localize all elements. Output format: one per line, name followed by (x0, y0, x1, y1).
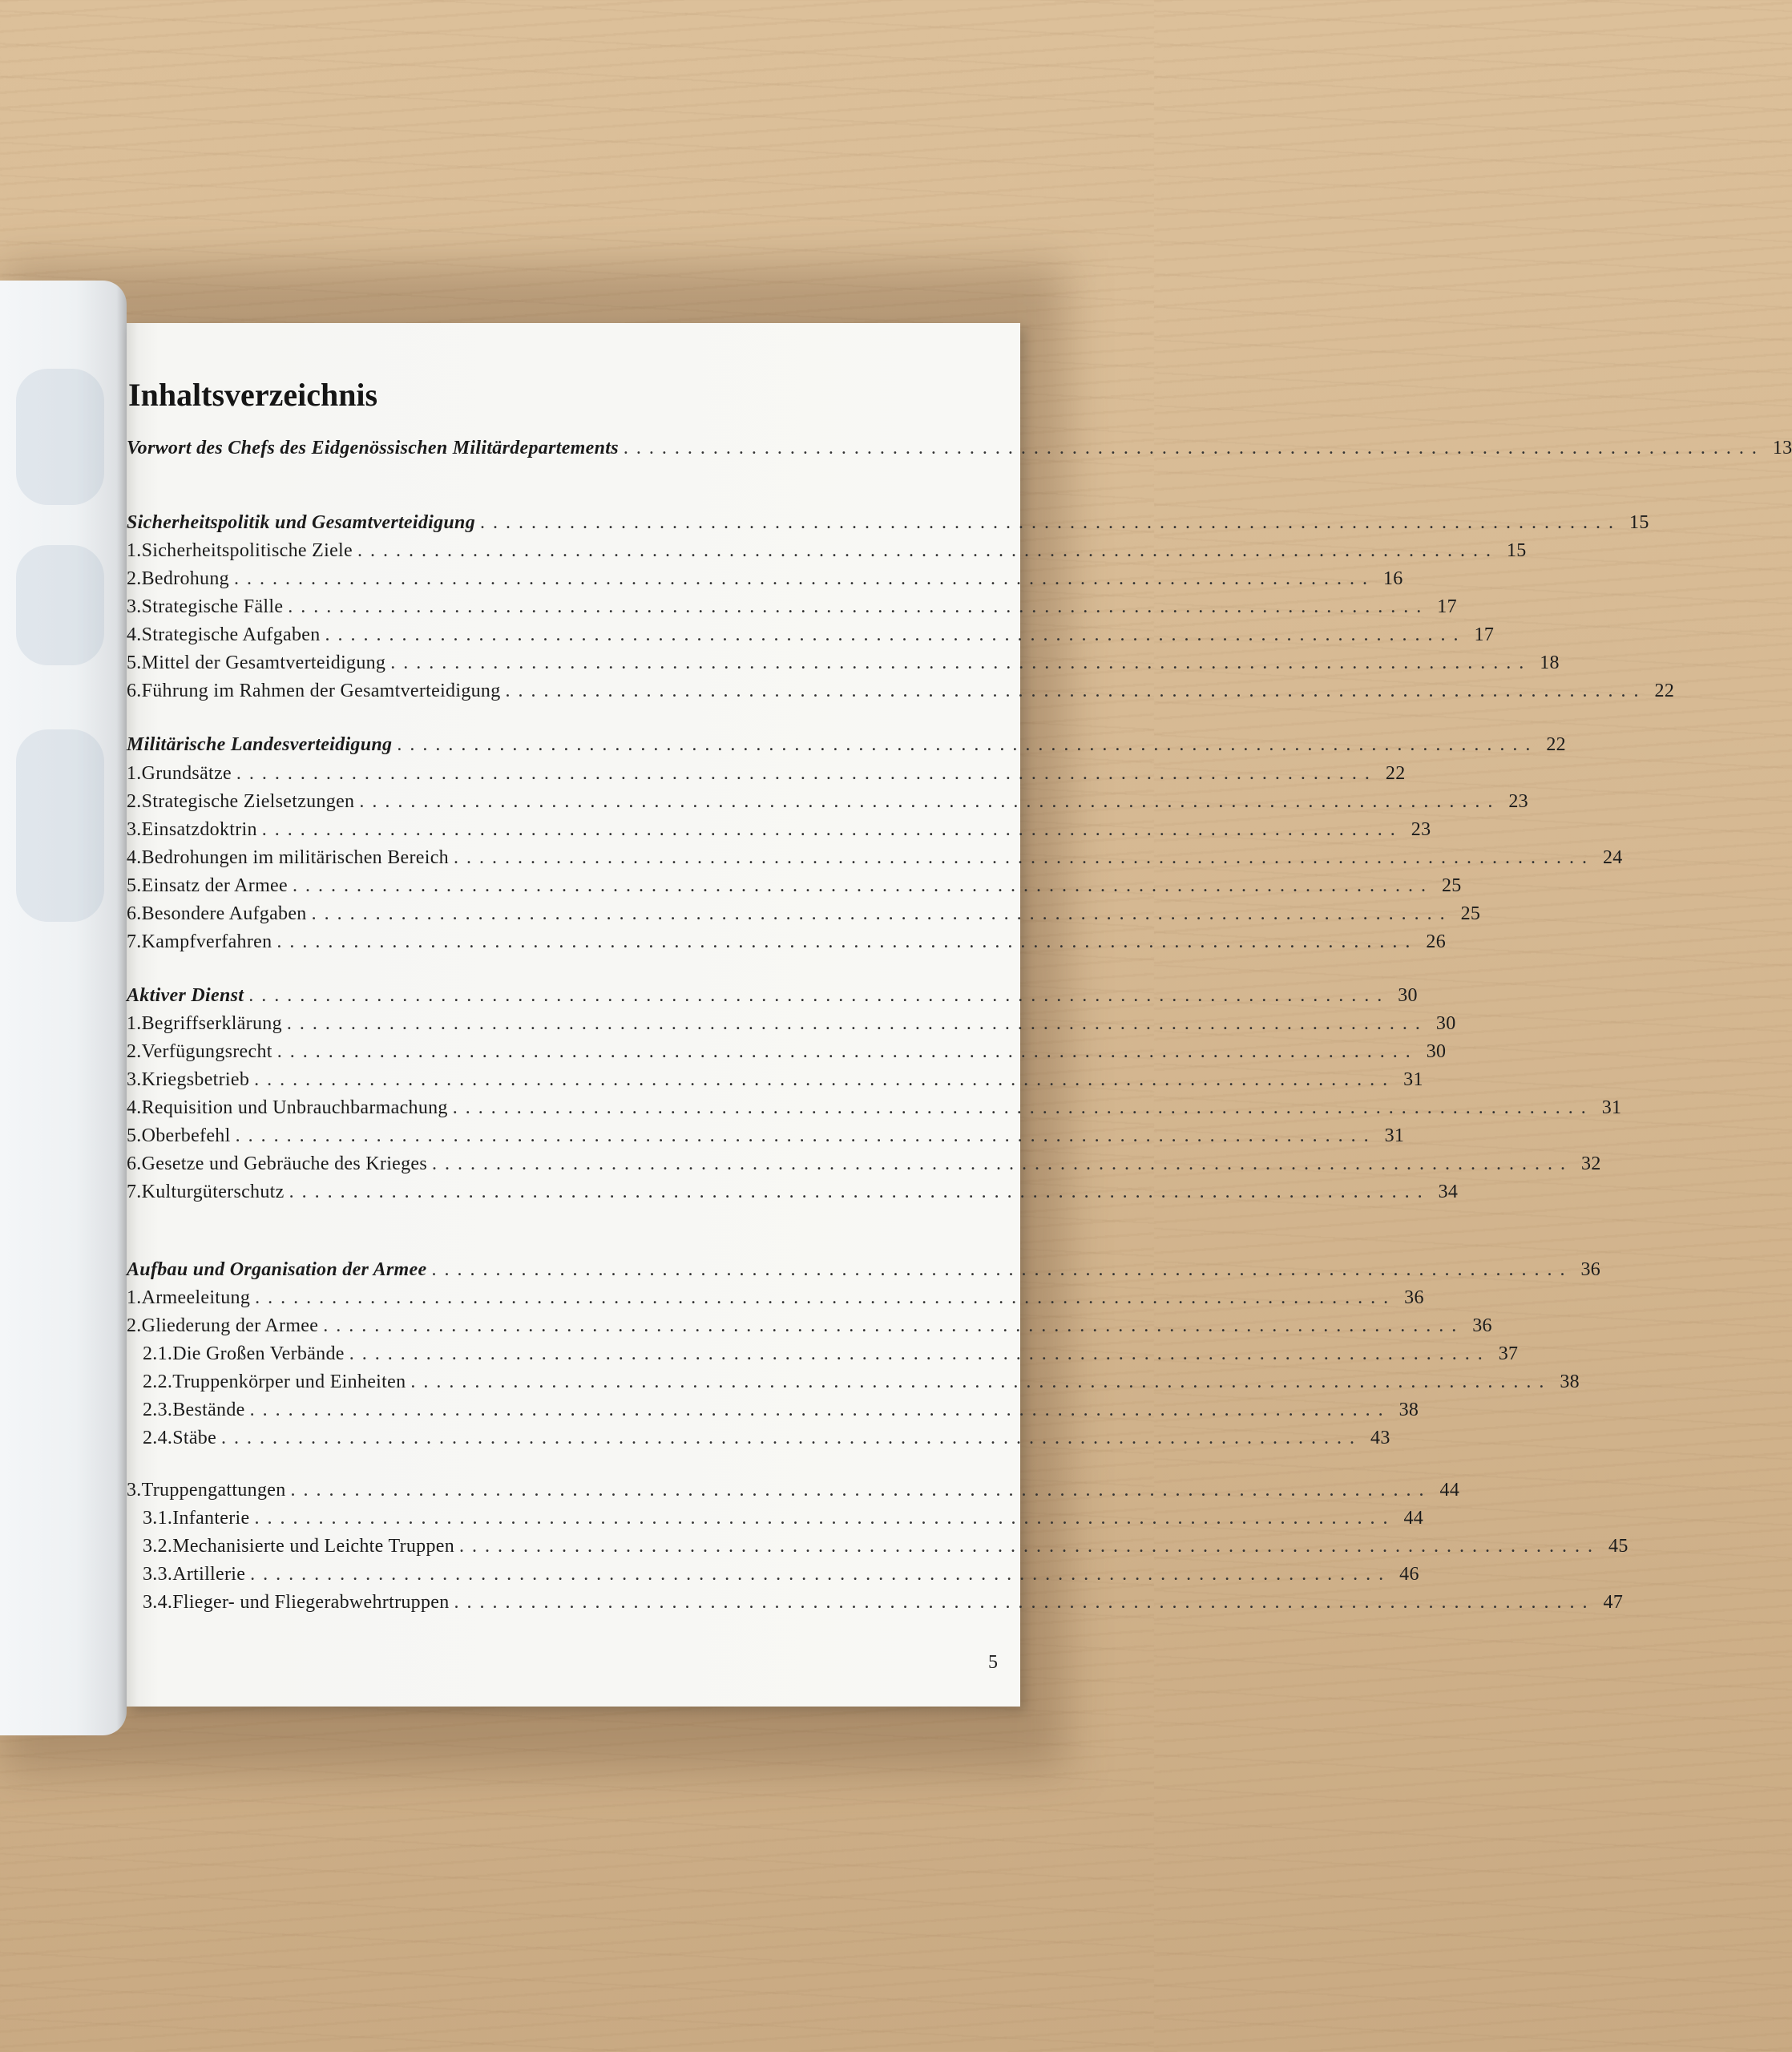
toc-entry-title: Sicherheitspolitik und Gesamtverteidigung (127, 512, 476, 533)
toc-entry-number: 2.1. (143, 1343, 173, 1364)
toc-entry (127, 1011, 1456, 1036)
toc-entry (143, 1561, 1419, 1587)
toc-entry-page: 38 (1398, 1400, 1419, 1420)
toc-entry-number: 3. (127, 819, 142, 840)
dot-leader: . . . . . . . . . . . . . . . . . . . . . . . . . . . . . . . . . . . . . . . . . . . . . . . . . . . . . . . . . . . . . . . . . . . . . . . . . . . . . . . . . . . . . . . . . (235, 1125, 1370, 1146)
toc-entry-title: Verfügungsrecht (141, 1041, 272, 1062)
dot-leader: . . . . . . . . . . . . . . . . . . . . . . . . . . . . . . . . . . . . . . . . . . . . . . . . . . . . . . . . . . . . . . . . . . . . . . . . . . . . . . . . . . . . . . . . . (221, 1428, 1357, 1448)
dot-leader: . . . . . . . . . . . . . . . . . . . . . . . . . . . . . . . . . . . . . . . . . . . . . . . . . . . . . . . . . . . . . . . . . . . . . . . . . . . . . . . . . . . . . . . . . (357, 540, 1492, 561)
toc-entry-page: 47 (1603, 1592, 1624, 1613)
toc-entry-page: 46 (1399, 1564, 1419, 1585)
toc-entry-page: 24 (1602, 847, 1623, 868)
dot-leader: . . . . . . . . . . . . . . . . . . . . . . . . . . . . . . . . . . . . . . . . . . . . . . . . . . . . . . . . . . . . . . . . . . . . . . . . . . . . . . . . . . . . . . . . . (459, 1536, 1595, 1557)
dot-leader: . . . . . . . . . . . . . . . . . . . . . . . . . . . . . . . . . . . . . . . . . . . . . . . . . . . . . . . . . . . . . . . . . . . . . . . . . . . . . . . . . . . . . . . . . (325, 624, 1460, 645)
toc-entry-number: 2. (127, 1315, 142, 1336)
toc-entry-page: 23 (1508, 791, 1528, 812)
toc-entry-number: 3. (127, 1069, 142, 1090)
toc-entry-page: 22 (1654, 681, 1675, 701)
toc-section-heading (127, 510, 1649, 535)
toc-entry-number: 2. (127, 791, 142, 812)
toc-entry-number: 2.3. (143, 1400, 173, 1420)
toc-entry-title: Strategische Zielsetzungen (141, 791, 355, 812)
toc-entry-title: Grundsätze (141, 763, 232, 784)
toc-entry (143, 1397, 1419, 1423)
toc-entry-page: 25 (1441, 875, 1462, 896)
toc-entry-number: 4. (127, 1097, 142, 1118)
toc-entry-title: Begriffserklärung (141, 1013, 282, 1034)
toc-entry-number: 2. (127, 568, 142, 589)
toc-entry-number: 4. (127, 624, 142, 645)
toc-entry (143, 1425, 1390, 1451)
toc-entry-number: 6. (127, 681, 142, 701)
toc-entry (127, 1285, 1424, 1311)
toc-entry-title: Artillerie (172, 1564, 246, 1585)
dot-leader: . . . . . . . . . . . . . . . . . . . . . . . . . . . . . . . . . . . . . . . . . . . . . . . . . . . . . . . . . . . . . . . . . . . . . . . . . . . . . . . . . . . . . . . . . (249, 1400, 1385, 1420)
toc-entry-title: Einsatz der Armee (141, 875, 288, 896)
toc-entry-title: Bedrohungen im militärischen Bereich (141, 847, 449, 868)
toc-entry-page: 30 (1398, 985, 1418, 1006)
toc-entry (143, 1505, 1424, 1531)
dot-leader: . . . . . . . . . . . . . . . . . . . . . . . . . . . . . . . . . . . . . . . . . . . . . . . . . . . . . . . . . . . . . . . . . . . . . . . . . . . . . . . . . . . . . . . . . (623, 438, 1758, 458)
dot-leader: . . . . . . . . . . . . . . . . . . . . . . . . . . . . . . . . . . . . . . . . . . . . . . . . . . . . . . . . . . . . . . . . . . . . . . . . . . . . . . . . . . . . . . . . . (410, 1371, 1546, 1392)
dot-leader: . . . . . . . . . . . . . . . . . . . . . . . . . . . . . . . . . . . . . . . . . . . . . . . . . . . . . . . . . . . . . . . . . . . . . . . . . . . . . . . . . . . . . . . . . (311, 903, 1447, 924)
toc-entry-number: 1. (127, 1287, 142, 1308)
toc-entry (143, 1369, 1580, 1395)
dot-leader: . . . . . . . . . . . . . . . . . . . . . . . . . . . . . . . . . . . . . . . . . . . . . . . . . . . . . . . . . . . . . . . . . . . . . . . . . . . . . . . . . . . . . . . . . (292, 875, 1427, 896)
toc-entry-title: Strategische Fälle (141, 596, 284, 617)
toc-entry (127, 1477, 1460, 1503)
toc-entry-number: 6. (127, 903, 142, 924)
dot-leader: . . . . . . . . . . . . . . . . . . . . . . . . . . . . . . . . . . . . . . . . . . . . . . . . . . . . . . . . . . . . . . . . . . . . . . . . . . . . . . . . . . . . . . . . . (290, 1480, 1426, 1501)
toc-entry-number: 5. (127, 875, 142, 896)
dot-leader: . . . . . . . . . . . . . . . . . . . . . . . . . . . . . . . . . . . . . . . . . . . . . . . . . . . . . . . . . . . . . . . . . . . . . . . . . . . . . . . . . . . . . . . . . (349, 1343, 1484, 1364)
toc-entry-page: 30 (1426, 1041, 1447, 1062)
toc-entry-page: 17 (1437, 596, 1457, 617)
toc-entry (127, 789, 1528, 814)
toc-entry-page: 13 (1772, 438, 1792, 458)
toc-entry-number: 3.3. (143, 1564, 173, 1585)
toc-entry-title: Kriegsbetrieb (141, 1069, 250, 1090)
toc-entry-title: Kampfverfahren (141, 931, 272, 952)
toc-entry-title: Strategische Aufgaben (141, 624, 321, 645)
toc-entry (143, 1589, 1624, 1615)
dot-leader: . . . . . . . . . . . . . . . . . . . . . . . . . . . . . . . . . . . . . . . . . . . . . . . . . . . . . . . . . . . . . . . . . . . . . . . . . . . . . . . . . . . . . . . . . (289, 1182, 1424, 1202)
toc-section-heading (127, 435, 1792, 461)
toc-entry-page: 31 (1384, 1125, 1405, 1146)
toc-entry-title: Flieger- und Fliegerabwehrtruppen (172, 1592, 450, 1613)
dot-leader: . . . . . . . . . . . . . . . . . . . . . . . . . . . . . . . . . . . . . . . . . . . . . . . . . . . . . . . . . . . . . . . . . . . . . . . . . . . . . . . . . . . . . . . . . (233, 568, 1369, 589)
toc-entry (127, 845, 1623, 870)
toc-entry (127, 817, 1431, 842)
toc-entry (127, 594, 1457, 620)
toc-entry-number: 7. (127, 1182, 142, 1202)
toc-entry-title: Infanterie (172, 1508, 250, 1529)
toc-entry-page: 31 (1601, 1097, 1622, 1118)
toc-entry-title: Einsatzdoktrin (141, 819, 257, 840)
toc-entry-title: Truppengattungen (141, 1480, 286, 1501)
toc-entry-page: 32 (1581, 1153, 1601, 1174)
toc-entry-page: 26 (1426, 931, 1446, 952)
toc-entry (143, 1533, 1629, 1559)
toc-entry-title: Aktiver Dienst (127, 985, 244, 1006)
toc-entry (127, 650, 1560, 676)
dot-leader: . . . . . . . . . . . . . . . . . . . . . . . . . . . . . . . . . . . . . . . . . . . . . . . . . . . . . . . . . . . . . . . . . . . . . . . . . . . . . . . . . . . . . . . . . (505, 681, 1641, 701)
bleed-through-shape (16, 369, 104, 505)
toc-entry-number: 5. (127, 1125, 142, 1146)
back-cover-page (0, 281, 127, 1735)
toc-entry-title: Bestände (172, 1400, 245, 1420)
toc-entry (127, 1151, 1601, 1177)
toc-entry-title: Oberbefehl (141, 1125, 231, 1146)
dot-leader: . . . . . . . . . . . . . . . . . . . . . . . . . . . . . . . . . . . . . . . . . . . . . . . . . . . . . . . . . . . . . . . . . . . . . . . . . . . . . . . . . . . . . . . . . (323, 1315, 1459, 1336)
dot-leader: . . . . . . . . . . . . . . . . . . . . . . . . . . . . . . . . . . . . . . . . . . . . . . . . . . . . . . . . . . . . . . . . . . . . . . . . . . . . . . . . . . . . . . . . . (390, 652, 1526, 673)
toc-entry-title: Die Großen Verbände (172, 1343, 345, 1364)
toc-entry-page: 22 (1546, 734, 1566, 755)
toc-entry-page: 36 (1580, 1259, 1601, 1280)
toc-entry-page: 37 (1498, 1343, 1519, 1364)
toc-entry (127, 566, 1403, 592)
toc-entry-page: 16 (1382, 568, 1403, 589)
toc-entry-title: Besondere Aufgaben (141, 903, 307, 924)
dot-leader: . . . . . . . . . . . . . . . . . . . . . . . . . . . . . . . . . . . . . . . . . . . . . . . . . . . . . . . . . . . . . . . . . . . . . . . . . . . . . . . . . . . . . . . . . (480, 512, 1616, 533)
toc-entry-title: Führung im Rahmen der Gesamtverteidigung (141, 681, 501, 701)
toc-entry-page: 18 (1540, 652, 1560, 673)
toc-entry-page: 31 (1403, 1069, 1423, 1090)
dot-leader: . . . . . . . . . . . . . . . . . . . . . . . . . . . . . . . . . . . . . . . . . . . . . . . . . . . . . . . . . . . . . . . . . . . . . . . . . . . . . . . . . . . . . . . . . (432, 1153, 1568, 1174)
dot-leader: . . . . . . . . . . . . . . . . . . . . . . . . . . . . . . . . . . . . . . . . . . . . . . . . . . . . . . . . . . . . . . . . . . . . . . . . . . . . . . . . . . . . . . . . . (254, 1508, 1390, 1529)
toc-entry-number: 3.2. (143, 1536, 173, 1557)
toc-entry-number: 3.4. (143, 1592, 173, 1613)
page-number: 5 (988, 1652, 998, 1673)
toc-entry (143, 1341, 1519, 1367)
dot-leader: . . . . . . . . . . . . . . . . . . . . . . . . . . . . . . . . . . . . . . . . . . . . . . . . . . . . . . . . . . . . . . . . . . . . . . . . . . . . . . . . . . . . . . . . . (255, 1287, 1390, 1308)
dot-leader: . . . . . . . . . . . . . . . . . . . . . . . . . . . . . . . . . . . . . . . . . . . . . . . . . . . . . . . . . . . . . . . . . . . . . . . . . . . . . . . . . . . . . . . . . (286, 1013, 1422, 1034)
toc-entry-page: 36 (1472, 1315, 1492, 1336)
toc-entry-page: 25 (1460, 903, 1481, 924)
toc-entry-title: Mechanisierte und Leichte Truppen (172, 1536, 455, 1557)
toc-entry-title: Bedrohung (141, 568, 229, 589)
toc-entry-page: 36 (1404, 1287, 1424, 1308)
dot-leader: . . . . . . . . . . . . . . . . . . . . . . . . . . . . . . . . . . . . . . . . . . . . . . . . . . . . . . . . . . . . . . . . . . . . . . . . . . . . . . . . . . . . . . . . . (261, 819, 1397, 840)
toc-entry-title: Sicherheitspolitische Ziele (141, 540, 353, 561)
dot-leader: . . . . . . . . . . . . . . . . . . . . . . . . . . . . . . . . . . . . . . . . . . . . . . . . . . . . . . . . . . . . . . . . . . . . . . . . . . . . . . . . . . . . . . . . . (397, 734, 1532, 755)
toc-entry-page: 45 (1608, 1536, 1629, 1557)
toc-entry (127, 1313, 1492, 1339)
toc-entry (127, 1179, 1459, 1205)
toc-entry-page: 44 (1403, 1508, 1424, 1529)
toc-entry-number: 2.4. (143, 1428, 173, 1448)
toc-entry-title: Gliederung der Armee (141, 1315, 319, 1336)
toc-entry-title: Armeeleitung (141, 1287, 251, 1308)
toc-entry (127, 1095, 1622, 1121)
dot-leader: . . . . . . . . . . . . . . . . . . . . . . . . . . . . . . . . . . . . . . . . . . . . . . . . . . . . . . . . . . . . . . . . . . . . . . . . . . . . . . . . . . . . . . . . . (276, 1041, 1412, 1062)
toc-entry-number: 1. (127, 540, 142, 561)
toc-entry-page: 22 (1385, 763, 1406, 784)
toc-entry-title: Aufbau und Organisation der Armee (127, 1259, 427, 1280)
toc-entry (127, 1067, 1423, 1093)
toc-entry-title: Gesetze und Gebräuche des Krieges (141, 1153, 428, 1174)
dot-leader: . . . . . . . . . . . . . . . . . . . . . . . . . . . . . . . . . . . . . . . . . . . . . . . . . . . . . . . . . . . . . . . . . . . . . . . . . . . . . . . . . . . . . . . . . (250, 1564, 1386, 1585)
toc-entry-number: 1. (127, 763, 142, 784)
toc-entry-title: Militärische Landesverteidigung (127, 734, 393, 755)
toc-entry (127, 1123, 1405, 1149)
page-title: Inhaltsverzeichnis (128, 377, 378, 413)
dot-leader: . . . . . . . . . . . . . . . . . . . . . . . . . . . . . . . . . . . . . . . . . . . . . . . . . . . . . . . . . . . . . . . . . . . . . . . . . . . . . . . . . . . . . . . . . (248, 985, 1384, 1006)
toc-entry (127, 929, 1446, 955)
toc-entry-title: Kulturgüterschutz (141, 1182, 285, 1202)
toc-entry (127, 761, 1406, 786)
toc-section-heading (127, 732, 1566, 757)
bleed-through-shape (16, 729, 104, 922)
book-page (127, 323, 1792, 1707)
toc-section-heading (127, 1257, 1601, 1282)
toc-entry (127, 901, 1481, 927)
toc-entry (127, 678, 1675, 704)
toc-entry-page: 15 (1629, 512, 1649, 533)
dot-leader: . . . . . . . . . . . . . . . . . . . . . . . . . . . . . . . . . . . . . . . . . . . . . . . . . . . . . . . . . . . . . . . . . . . . . . . . . . . . . . . . . . . . . . . . . (254, 1069, 1390, 1090)
toc-entry-title: Stäbe (172, 1428, 217, 1448)
dot-leader: . . . . . . . . . . . . . . . . . . . . . . . . . . . . . . . . . . . . . . . . . . . . . . . . . . . . . . . . . . . . . . . . . . . . . . . . . . . . . . . . . . . . . . . . . (276, 931, 1412, 952)
toc-entry-number: 5. (127, 652, 142, 673)
bleed-through-shape (16, 545, 104, 665)
toc-entry-number: 3. (127, 1480, 142, 1501)
dot-leader: . . . . . . . . . . . . . . . . . . . . . . . . . . . . . . . . . . . . . . . . . . . . . . . . . . . . . . . . . . . . . . . . . . . . . . . . . . . . . . . . . . . . . . . . . (454, 1592, 1589, 1613)
dot-leader: . . . . . . . . . . . . . . . . . . . . . . . . . . . . . . . . . . . . . . . . . . . . . . . . . . . . . . . . . . . . . . . . . . . . . . . . . . . . . . . . . . . . . . . . . (453, 847, 1588, 868)
toc-entry-page: 34 (1438, 1182, 1459, 1202)
toc-entry-number: 3.1. (143, 1508, 173, 1529)
toc-section-heading (127, 983, 1418, 1008)
dot-leader: . . . . . . . . . . . . . . . . . . . . . . . . . . . . . . . . . . . . . . . . . . . . . . . . . . . . . . . . . . . . . . . . . . . . . . . . . . . . . . . . . . . . . . . . . (452, 1097, 1588, 1118)
toc-entry-number: 2.2. (143, 1371, 173, 1392)
toc-entry-title: Vorwort des Chefs des Eidgenössischen Militärdepartements (127, 438, 619, 458)
toc-entry-title: Mittel der Gesamtverteidigung (141, 652, 386, 673)
toc-entry-page: 44 (1439, 1480, 1460, 1501)
dot-leader: . . . . . . . . . . . . . . . . . . . . . . . . . . . . . . . . . . . . . . . . . . . . . . . . . . . . . . . . . . . . . . . . . . . . . . . . . . . . . . . . . . . . . . . . . (288, 596, 1423, 617)
toc-entry-number: 2. (127, 1041, 142, 1062)
toc-entry-page: 23 (1411, 819, 1431, 840)
toc-entry-page: 30 (1435, 1013, 1456, 1034)
toc-entry-title: Truppenkörper und Einheiten (172, 1371, 406, 1392)
toc-entry-number: 4. (127, 847, 142, 868)
dot-leader: . . . . . . . . . . . . . . . . . . . . . . . . . . . . . . . . . . . . . . . . . . . . . . . . . . . . . . . . . . . . . . . . . . . . . . . . . . . . . . . . . . . . . . . . . (236, 763, 1371, 784)
toc-entry (127, 873, 1462, 899)
toc-entry-number: 1. (127, 1013, 142, 1034)
toc-entry-page: 43 (1370, 1428, 1390, 1448)
toc-entry (127, 538, 1527, 563)
toc-entry-title: Requisition und Unbrauchbarmachung (141, 1097, 448, 1118)
toc-entry-number: 6. (127, 1153, 142, 1174)
toc-entry-page: 38 (1560, 1371, 1580, 1392)
toc-entry-number: 7. (127, 931, 142, 952)
toc-entry (127, 622, 1495, 648)
toc-entry-number: 3. (127, 596, 142, 617)
dot-leader: . . . . . . . . . . . . . . . . . . . . . . . . . . . . . . . . . . . . . . . . . . . . . . . . . . . . . . . . . . . . . . . . . . . . . . . . . . . . . . . . . . . . . . . . . (359, 791, 1495, 812)
dot-leader: . . . . . . . . . . . . . . . . . . . . . . . . . . . . . . . . . . . . . . . . . . . . . . . . . . . . . . . . . . . . . . . . . . . . . . . . . . . . . . . . . . . . . . . . . (431, 1259, 1567, 1280)
toc-entry-page: 17 (1474, 624, 1495, 645)
toc-entry (127, 1039, 1447, 1064)
toc-entry-page: 15 (1506, 540, 1527, 561)
